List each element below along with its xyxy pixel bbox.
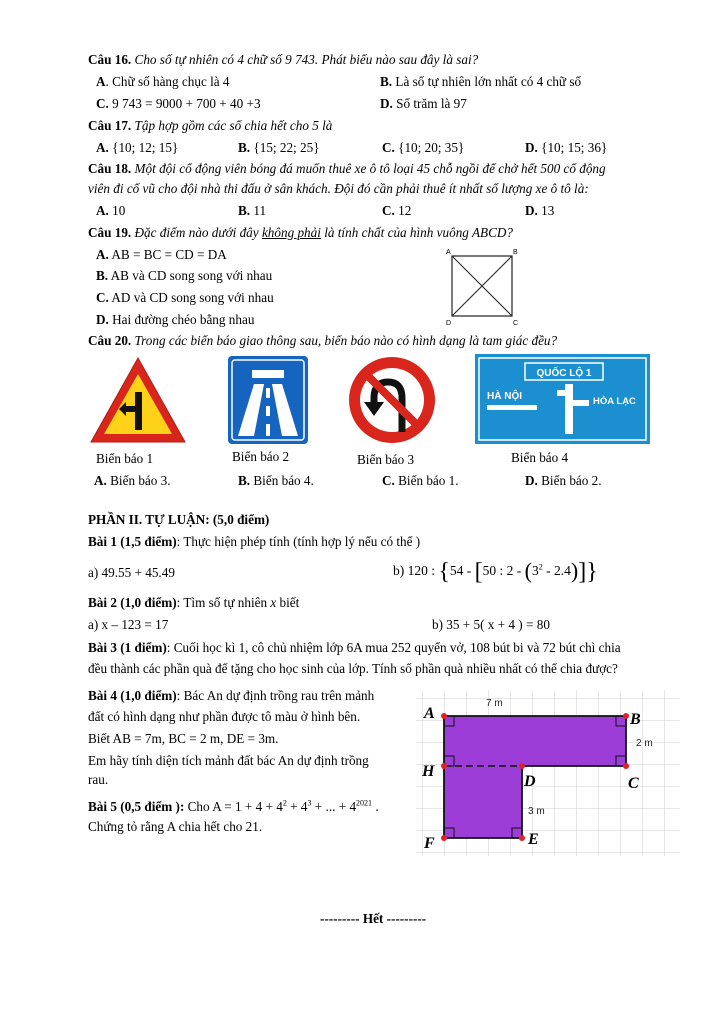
q18-option-a: A. 10: [96, 203, 126, 218]
square-label-b: B: [513, 249, 518, 256]
q16-stem: Câu 16. Cho số tự nhiên có 4 chữ số 9 743. Phát biểu nào sau đây là sai?: [88, 52, 479, 67]
label-b: B: [630, 711, 641, 728]
sign-4-label: Biển báo 4: [511, 450, 569, 465]
bai2-part-b: b) 35 + 5( x + 4 ) = 80: [432, 617, 550, 632]
garden-figure: [416, 690, 680, 856]
q17-option-d: D. {10; 15; 36}: [525, 140, 608, 155]
q17-option-a: A. {10; 12; 15}: [96, 140, 179, 155]
label-a: A: [424, 705, 435, 722]
bai2-part-a: a) x – 123 = 17: [88, 617, 169, 632]
sign-1-triangle: [88, 354, 188, 446]
label-h: H: [422, 763, 435, 780]
part2-title: PHẦN II. TỰ LUẬN: (5,0 điểm): [88, 512, 270, 527]
q19-option-b: B. AB và CD song song với nhau: [96, 268, 273, 283]
square-label-c: C: [513, 320, 519, 327]
bai5-line1: Bài 5 (0,5 điểm ): Cho $A = 1 + 4 + 4^2 + 4^3$ + ... + $4^{2021}$ .: [88, 798, 379, 814]
q17-option-c: C. {10; 20; 35}: [382, 140, 465, 155]
bai2-heading: Bài 2 (1,0 điểm): Tìm số tự nhiên x biết: [88, 595, 300, 610]
footer-end: --------- Hết ---------: [320, 911, 427, 926]
q18-option-b: B. 11: [238, 203, 267, 218]
bai1-heading: Bài 1 (1,5 điểm): Thực hiện phép tính (tính hợp lý nếu có thể ): [88, 534, 421, 549]
bai4-line5: rau.: [88, 772, 109, 787]
q19-stem: Câu 19. Đặc điểm nào dưới đây không phải là tính chất của hình vuông ABCD?: [88, 225, 513, 240]
dim-ab: 7 m: [486, 698, 503, 709]
label-f: F: [424, 835, 435, 852]
sign-3-no-uturn: [344, 354, 440, 446]
sign-4-top-text: QUỐC LỘ 1: [536, 368, 592, 379]
q20-stem: Câu 20. Trong các biển báo giao thông sau, biển báo nào có hình dạng là tam giác đều?: [88, 333, 558, 348]
sign-4-left-text: HÀ NỘI: [487, 391, 522, 402]
label-e: E: [528, 831, 539, 848]
q17-stem: Câu 17. Tập hợp gồm các số chia hết cho 5 là: [88, 118, 333, 133]
q20-option-c: C. Biển báo 1.: [382, 473, 459, 488]
sign-4-right-text: HÒA LẠC: [593, 396, 636, 407]
bai4-line3: Biết AB = 7m, BC = 2 m, DE = 3m.: [88, 731, 279, 746]
bai1-part-a: a) 49.55 + 45.49: [88, 565, 175, 580]
q20-option-b: B. Biển báo 4.: [238, 473, 314, 488]
q19-option-d: D. Hai đường chéo bằng nhau: [96, 312, 255, 327]
q18-stem-line2: viên đi cổ vũ cho đội nhà thi đấu ở sân khách. Đội đó cần phải thuê ít nhất số lượng xe ô tô là:: [88, 181, 589, 196]
q19-option-c: C. AD và CD song song với nhau: [96, 290, 274, 305]
sign-2-expressway: [228, 354, 308, 446]
q20-option-a: A. Biển báo 3.: [94, 473, 171, 488]
q16-option-b: B. Là số tự nhiên lớn nhất có 4 chữ số: [380, 74, 582, 89]
sign-4-direction: [475, 354, 650, 444]
q16-option-a: A. Chữ số hàng chục là 4: [96, 74, 230, 89]
sign-2-label: Biển báo 2: [232, 449, 290, 464]
square-label-a: A: [446, 249, 451, 256]
bai3-line1: Bài 3 (1 điểm): Cuối học kì 1, cô chủ nhiệm lớp 6A mua 252 quyển vở, 108 bút bi và 72 bút chì chia: [88, 640, 621, 655]
q18-option-c: C. 12: [382, 203, 412, 218]
q16-option-d: D. Số trăm là 97: [380, 96, 467, 111]
dim-bc: 2 m: [636, 738, 653, 749]
bai4-line1: Bài 4 (1,0 điểm): Bác An dự định trồng rau trên mảnh: [88, 688, 375, 703]
q16-option-c: C. 9 743 = 9000 + 700 + 40 +3: [96, 96, 261, 111]
q17-option-b: B. {15; 22; 25}: [238, 140, 320, 155]
sign-3-label: Biển báo 3: [357, 452, 415, 467]
bai5-line2: Chứng tỏ rằng A chia hết cho 21.: [88, 819, 263, 834]
q18-stem-line1: Câu 18. Một đội cổ động viên bóng đá muốn thuê xe ô tô loại 45 chỗ ngồi để chở hết 500 cổ động: [88, 161, 606, 176]
q20-option-d: D. Biển báo 2.: [525, 473, 602, 488]
dim-de: 3 m: [528, 806, 545, 817]
bai3-line2: đều thành các phần quà để tặng cho học sinh của lớp. Tính số phần quà nhiều nhất có thể chia được?: [88, 661, 618, 676]
q18-option-d: D. 13: [525, 203, 555, 218]
bai4-line2: đất có hình dạng như phần được tô màu ở hình bên.: [88, 709, 361, 724]
q19-option-a: A. AB = BC = CD = DA: [96, 247, 227, 262]
bai1-part-b: b) 120 : {54 - [50 : $2 - (3^2 - 2.4)$]}: [393, 558, 598, 585]
sign-1-label: Biển báo 1: [96, 451, 154, 466]
square-label-d: D: [446, 320, 452, 327]
square-abcd-figure: [440, 246, 520, 328]
label-c: C: [628, 775, 639, 792]
label-d: D: [524, 773, 536, 790]
bai4-line4: Em hãy tính diện tích mảnh đất bác An dự định trồng: [88, 753, 369, 768]
